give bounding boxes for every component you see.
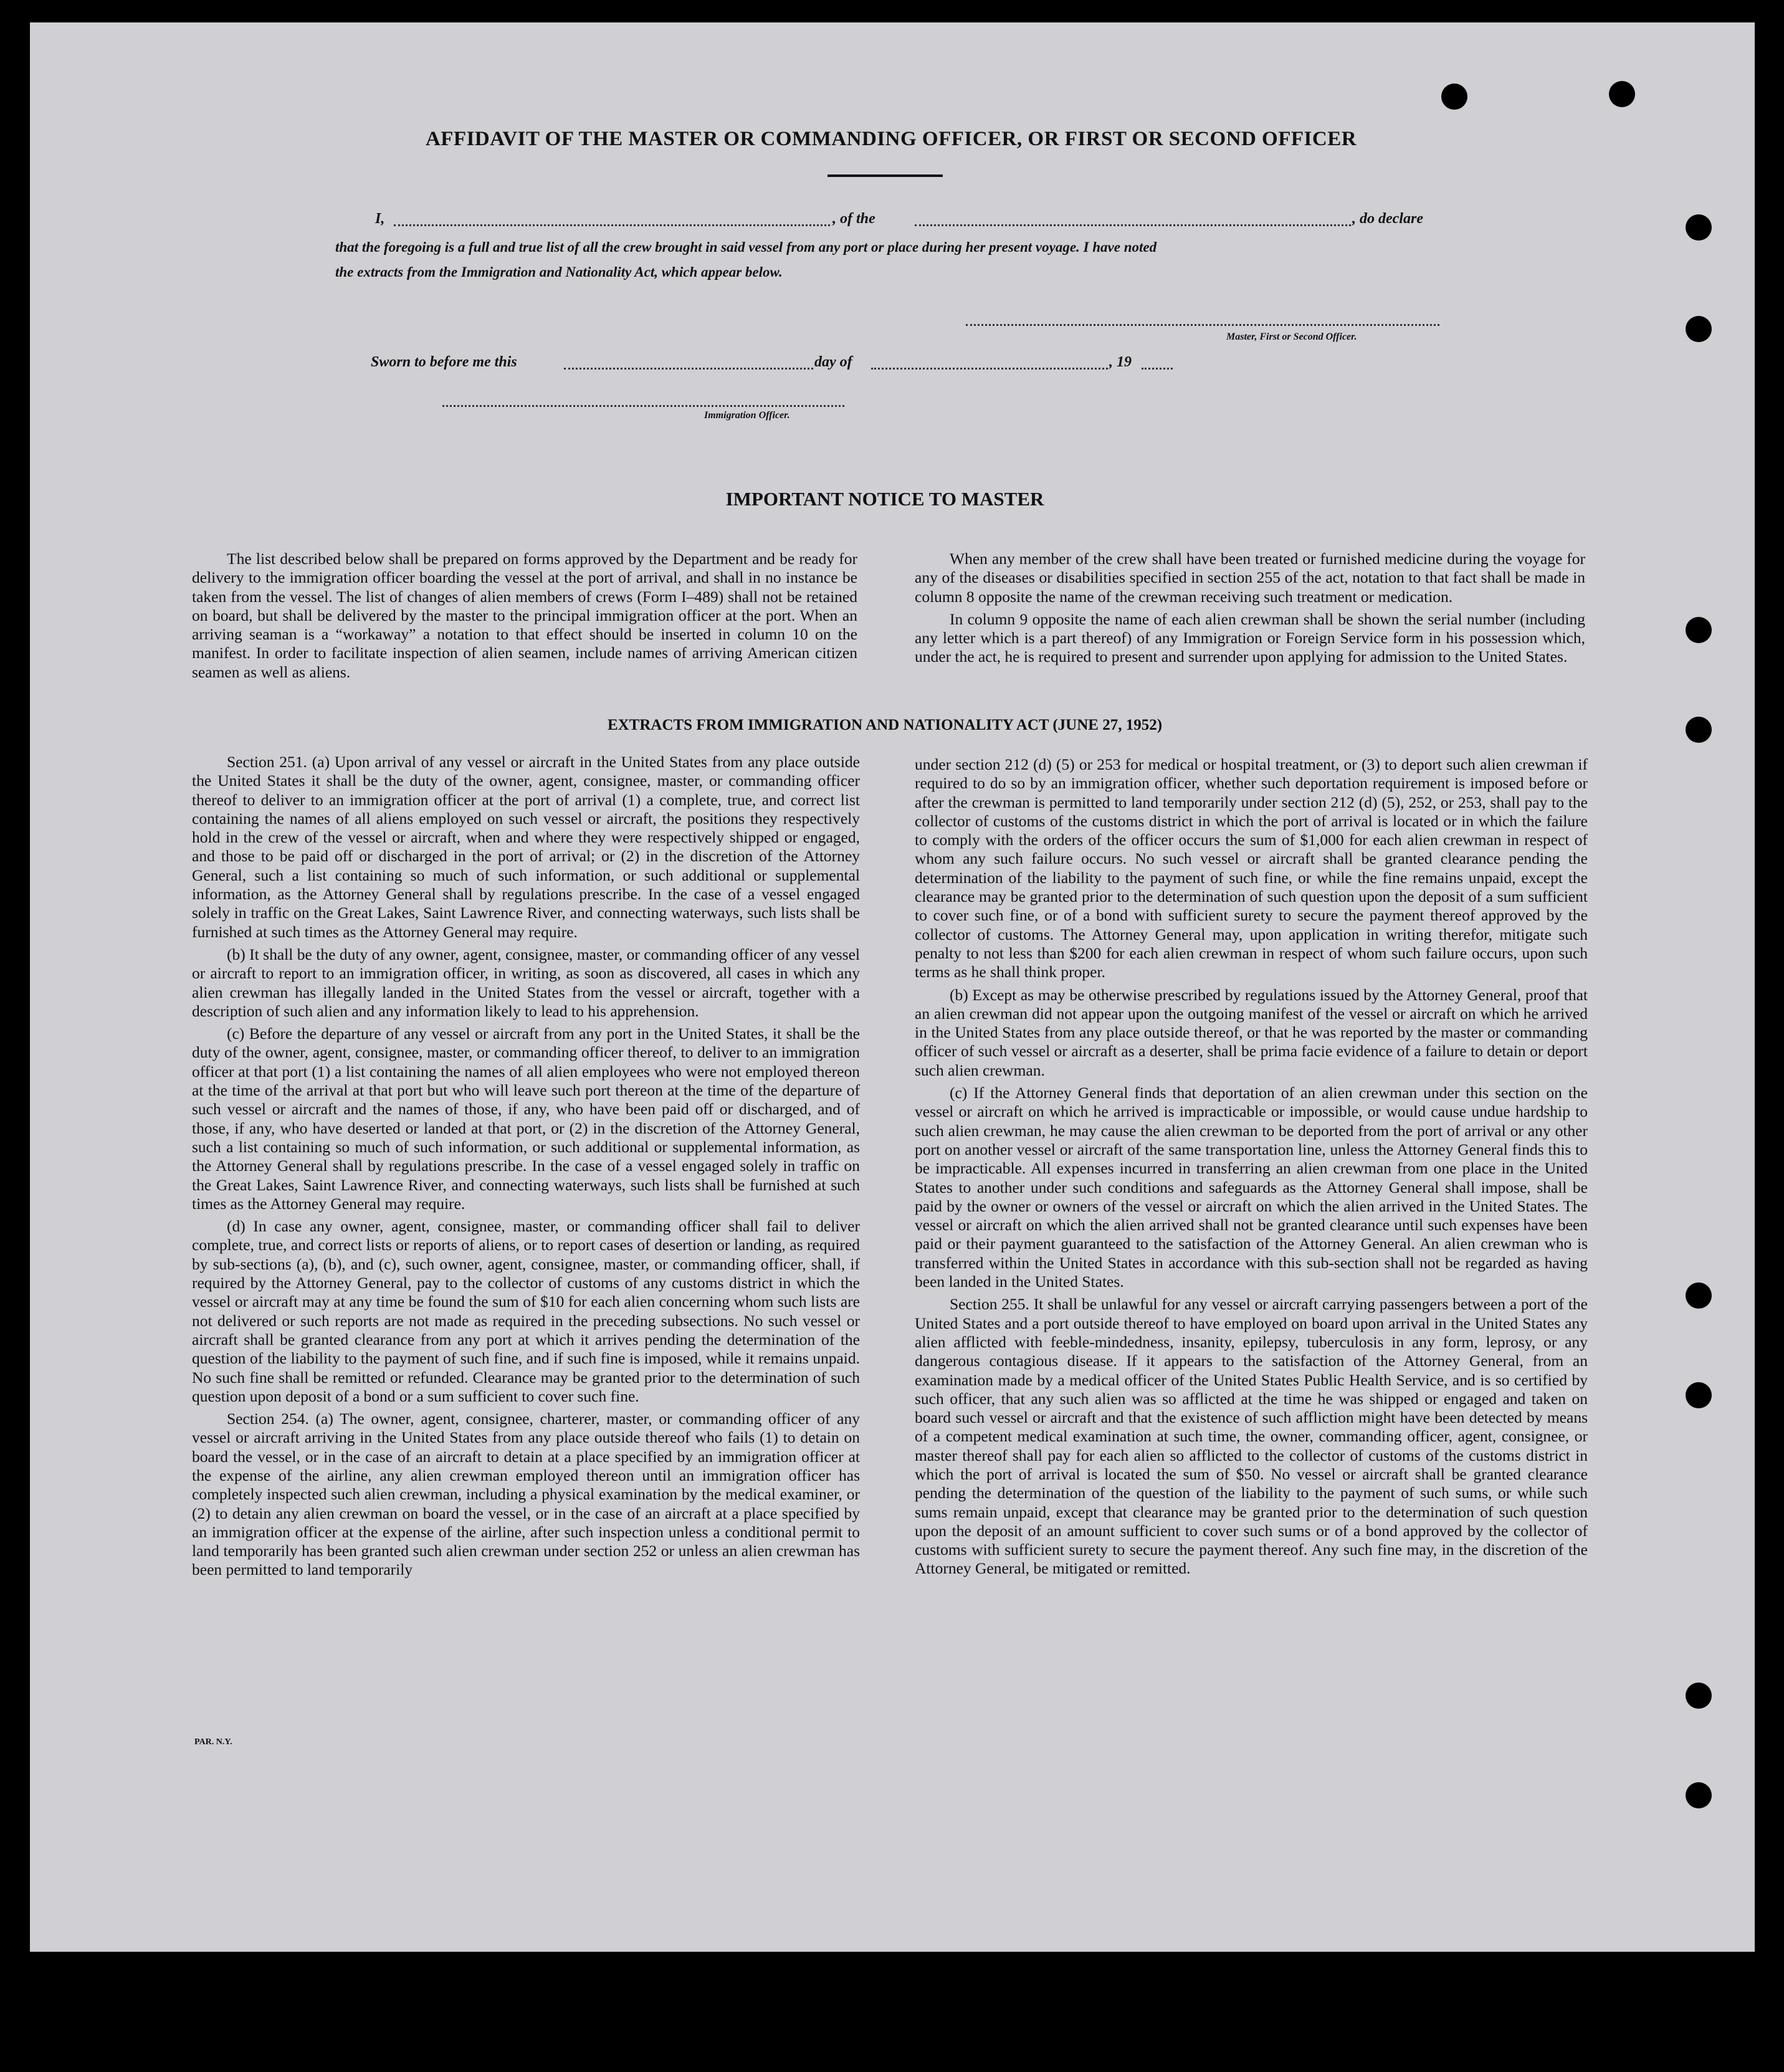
sworn-day-blank[interactable]: [564, 368, 813, 370]
extract-paragraph: Section 251. (a) Upon arrival of any vessel or aircraft in the United States from any place outside the United States it shall be the duty of the owner, agent, consignee, master, or commanding officer thereof to deliver to an immigration officer at the port of arrival (1) a complete, true, and correct list containing the names of all aliens employed on such vessel or aircraft, the positions they respectively hold in the crew of the vessel or aircraft, when and where they were respectively shipped or engaged, and those to be paid off or discharged in the port of arrival; or (2) in the discretion of the Attorney General, such a list containing so much of such information, or such additional or supplemental information, as the Attorney General shall by regulations prescribe. In the case of a vessel engaged solely in traffic on the Great Lakes, Saint Lawrence River, and connecting waterways, such lists shall be furnished at such times as the Attorney General may require.: [192, 753, 860, 941]
extract-paragraph: (b) It shall be the duty of any owner, agent, consignee, master, or commanding officer of any vessel or aircraft to report to an immigration officer, in writing, as soon as discovered, all cases in which any alien crewman has illegally landed in the United States from the vessel or aircraft, together with a description of such alien and any information likely to lead to his apprehension.: [192, 945, 860, 1020]
immigration-officer-label: Immigration Officer.: [704, 410, 790, 421]
month-blank[interactable]: [871, 368, 1108, 370]
extract-paragraph: (c) If the Attorney General finds that deportation of an alien crewman under this section on the vessel or aircraft on which he arrived is impracticable or impossible, or would cause undue hardship to such alien crewman, he may cause the alien crewman to be deported from the port of arrival or any other port on another vessel or aircraft of the same transportation line, unless the Attorney General finds this to be impracticable. All expenses incurred in transferring an alien crewman from one place in the United States to another under such conditions and safeguards as the Attorney General shall impose, shall be paid by the owner or owners of the vessel or aircraft on which the alien arrived in the United States. The vessel or aircraft on which the alien arrived shall not be granted clearance until such expenses have been paid or their payment guaranteed to the satisfaction of the Attorney General. An alien crewman who is transferred within the United States in accordance with this sub-section shall not be regarded as having been landed in the United States.: [915, 1084, 1588, 1291]
notice-left-column: [192, 550, 857, 685]
binder-hole: [1686, 617, 1712, 643]
affidavit-i-label: I,: [375, 211, 385, 227]
affidavit-line-2: that the foregoing is a full and true list of all the crew brought in said vessel from any port or place during her present voyage. I have noted: [335, 239, 1157, 255]
affidavit-of-the-label: , of the: [832, 211, 875, 227]
binder-hole: [1686, 316, 1712, 342]
affidavit-line-3: the extracts from the Immigration and Nationality Act, which appear below.: [335, 264, 783, 280]
extracts-title: EXTRACTS FROM IMMIGRATION AND NATIONALITY ACT (JUNE 27, 1952): [607, 717, 1163, 733]
day-of-label: day of: [814, 354, 852, 370]
year-blank[interactable]: [1142, 368, 1173, 370]
title-underline: [828, 174, 943, 177]
year-label: , 19: [1109, 354, 1132, 370]
master-signature-blank[interactable]: [966, 324, 1439, 326]
affidavit-do-declare-label: , do declare: [1352, 211, 1423, 227]
name-blank[interactable]: [394, 224, 830, 226]
extract-paragraph: Section 254. (a) The owner, agent, consignee, charterer, master, or commanding officer of any vessel or aircraft arriving in the United States from any place outside thereof who fails (1) to detain on board the vessel, or in the case of an aircraft to detain at a place specified by an immigration officer at the expense of the airline, any alien crewman employed thereon until an immigration officer has completely inspected such alien crewman, including a physical examination by the medical examiner, or (2) to detain any alien crewman on board the vessel, or in the case of an aircraft at a place specified by an immigration officer at the expense of the airline, after such inspection unless a conditional permit to land temporarily has been granted such alien crewman under section 252 or unless an alien crewman has been permitted to land temporarily: [192, 1410, 860, 1579]
extract-paragraph: under section 212 (d) (5) or 253 for medical or hospital treatment, or (3) to deport such alien crewman if required to do so by an immigration officer, whether such deportation requirement is imposed before or after the crewman is permitted to land temporarily under section 212 (d) (5), 252, or 253, shall pay to the collector of customs of the customs district in which the port of arrival is located or in which the failure to comply with the orders of the officer occurs the sum of $1,000 for each alien crewman in respect of whom any such failure occurs. No such vessel or aircraft shall be granted clearance pending the determination of the liability to the payment of such fine, or while the fine remains unpaid, except the clearance may be granted prior to the determination of such question upon the deposit of a sum sufficient to cover such fine, or of a bond with sufficient surety to secure the payment thereof approved by the collector of customs. The Attorney General may, upon application in writing therefor, mitigate such penalty to not less than $200 for each alien crewman in respect of whom such failure occurs, upon such terms as he shall think proper.: [915, 755, 1588, 981]
binder-hole: [1686, 1282, 1712, 1309]
extract-paragraph: Section 255. It shall be unlawful for any vessel or aircraft carrying passengers between a port of the United States and a port outside thereof to have employed on board upon arrival in the United States any alien afflicted with feeble-mindedness, insanity, epilepsy, tuberculosis in any form, leprosy, or any dangerous contagious disease. If it appears to the satisfaction of the Attorney General, from an examination made by a medical officer of the United States Public Health Service, and is so certified by such officer, that any such alien was so afflicted at the time he was shipped or engaged and taken on board such vessel or aircraft and that the existence of such affliction might have been detected by means of a competent medical examination at such time, the owner, commanding officer, agent, consignee, or master thereof shall pay for each alien so afflicted to the collector of customs of the customs district in which the port of arrival is located the sum of $50. No vessel or aircraft shall be granted clearance pending the determination of the question of the liability to the payment of such sums, or while such sums remain unpaid, except that clearance may be granted prior to the determination of such question upon the deposit of an amount sufficient to cover such sums or of a bond approved by the collector of customs with sufficient surety to secure the payment thereof. Any such fine may, in the discretion of the Attorney General, be mitigated or remitted.: [915, 1295, 1588, 1578]
extracts-right-column: [915, 755, 1588, 1582]
binder-hole: [1686, 214, 1712, 241]
binder-hole: [1686, 1382, 1712, 1408]
extracts-left-column: [192, 753, 860, 1583]
notice-left-paragraph: The list described below shall be prepared on forms approved by the Department and be ready for delivery to the immigration officer boarding the vessel at the port of arrival, and shall in no instance be taken from the vessel. The list of changes of alien members of crews (Form I–489) shall not be retained on board, but shall be delivered by the master to the principal immigration officer at the port. When an arriving seaman is a “workaway” a notation to that effect should be inserted in column 10 on the manifest. In order to facilitate inspection of alien seamen, include names of arriving American citizen seamen as well as aliens.: [192, 550, 857, 681]
extract-paragraph: (b) Except as may be otherwise prescribed by regulations issued by the Attorney General, proof that an alien crewman did not appear upon the outgoing manifest of the vessel or aircraft on which he arrived in the United States from any place outside thereof, or that he was reported by the master or commanding officer of such vessel or aircraft as a deserter, shall be prima facie evidence of a failure to detain or deport such alien crewman.: [915, 985, 1588, 1079]
printer-mark: PAR. N.Y.: [194, 1737, 232, 1747]
notice-right-column: [915, 550, 1585, 671]
binder-hole: [1609, 81, 1635, 107]
notice-right-paragraph-2: In column 9 opposite the name of each alien crewman shall be shown the serial number (including any letter which is a part thereof) of any Immigration or Foreign Service form in his possession which, under the act, he is required to present and surrender upon applying for admission to the United States.: [915, 609, 1585, 666]
immigration-officer-blank[interactable]: [442, 405, 844, 407]
affidavit-title: AFFIDAVIT OF THE MASTER OR COMMANDING OFFICER, OR FIRST OR SECOND OFFICER: [425, 128, 1357, 150]
notice-title: IMPORTANT NOTICE TO MASTER: [725, 488, 1044, 510]
binder-hole: [1686, 1683, 1712, 1709]
sworn-label: Sworn to before me this: [371, 354, 517, 370]
notice-right-paragraph-1: When any member of the crew shall have been treated or furnished medicine during the voyage for any of the diseases or disabilities specified in section 255 of the act, notation to that fact shall be made in column 8 opposite the name of the crewman receiving such treatment or medication.: [915, 550, 1585, 606]
extract-paragraph: (d) In case any owner, agent, consignee, master, or commanding officer shall fail to deliver complete, true, and correct lists or reports of aliens, or to report cases of desertion or landing, as required by sub-sections (a), (b), and (c), such owner, agent, consignee, master, or commanding officer, shall, if required by the Attorney General, pay to the collector of customs of any customs district in which the vessel or aircraft may at any time be found the sum of $10 for each alien concerning whom such lists are not delivered or such reports are not made as required in the preceding subsections. No such vessel or aircraft shall be granted clearance from any port at which it arrives pending the determination of the question of the liability to the payment of such fine, and if such fine is imposed, while it remains unpaid. No such fine shall be remitted or refunded. Clearance may be granted prior to the determination of such question upon deposit of a bond or a sum sufficient to cover such fine.: [192, 1217, 860, 1405]
binder-hole: [1686, 1782, 1712, 1808]
extract-paragraph: (c) Before the departure of any vessel or aircraft from any port in the United States, it shall be the duty of the owner, agent, consignee, master, or commanding officer thereof, to deliver to an immigration officer at that port (1) a list containing the names of all alien employees who were not employed thereon at the time of the arrival at that port but who will leave such port thereon at the time of the departure of such vessel or aircraft and the names of those, if any, who have been paid off or discharged, and of those, if any, who have deserted or landed at that port, or (2) in the discretion of the Attorney General, such a list containing so much of such information, or such additional or supplemental information, as the Attorney General shall by regulations prescribe. In the case of a vessel engaged solely in traffic on the Great Lakes, Saint Lawrence River, and connecting waterways, such lists shall be furnished at such times as the Attorney General may require.: [192, 1024, 860, 1213]
vessel-blank[interactable]: [915, 224, 1351, 226]
binder-hole: [1441, 84, 1467, 110]
master-signature-label: Master, First or Second Officer.: [1226, 332, 1357, 342]
